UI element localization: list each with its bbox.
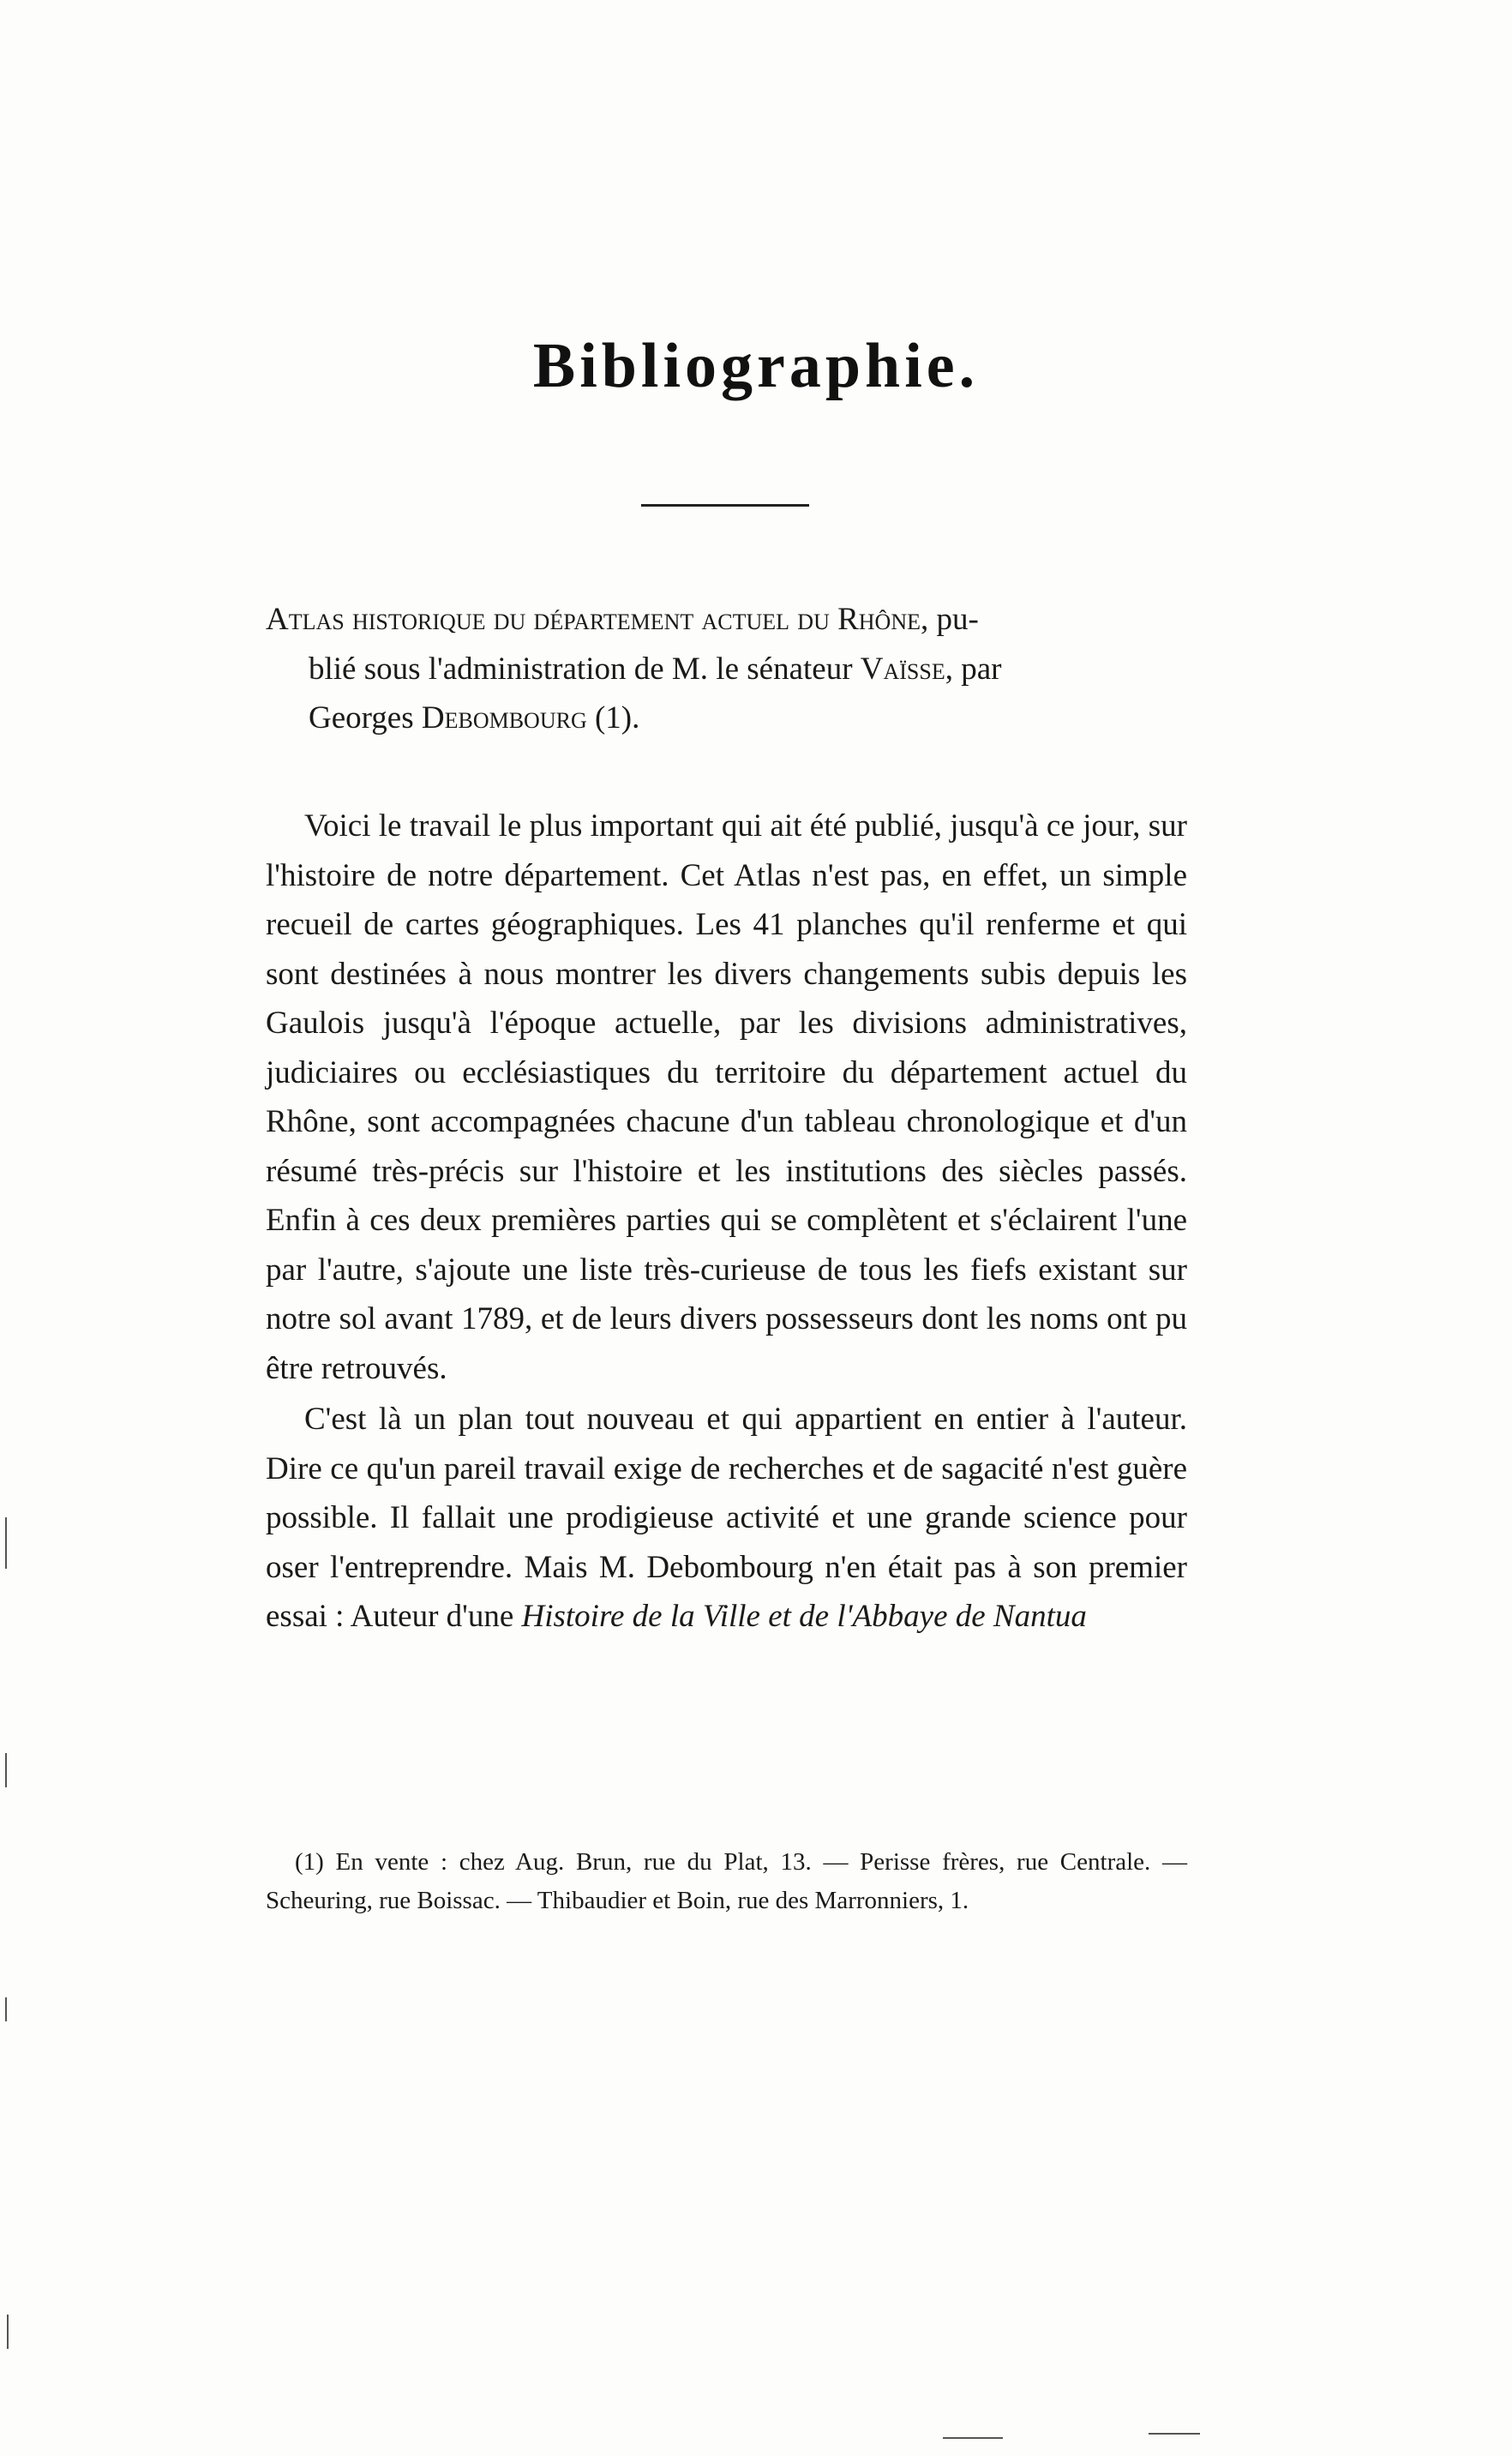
footnote [266,1843,1187,1920]
paragraph-2-text: C'est là un plan tout nouveau et qui appartient en entier à l'auteur. Dire ce qu'un pareil travail exige de recherches et de sagacité n'est guère possible. Il fallait une prodigieuse activité et une grande science pour oser l'entreprendre. Mais M. Debombourg n'en était pas à son premier essai : Auteur d'une [266,1402,1187,1634]
margin-mark [5,1517,7,1569]
entry-heading-text-2b: , par [945,651,1002,687]
entry-heading-text-2: blié sous l'administration de M. le sénateur [309,651,861,687]
entry-heading-text-3: Georges [309,700,422,736]
paragraph-1: Voici le travail le plus important qui ait été publié, jusqu'à ce jour, sur l'histoire de notre département. Cet Atlas n'est pas, en effet, un simple recueil de cartes géographiques. Les 41 planches qu'il renferme et qui sont destinées à nous montrer les divers changements subis depuis les Gaulois jusqu'à l'époque actuelle, par les divisions administratives, judiciaires ou ecclésiastiques du territoire du département actuel du Rhône, sont accompagnées chacune d'un tableau chronologique et d'un résumé très-précis sur l'histoire et les institutions des siècles passés. Enfin à ces deux premières parties qui se complètent et s'éclairent l'une par l'autre, s'ajoute une liste très-curieuse de tous les fiefs existant sur notre sol avant 1789, et de leurs divers possesseurs dont les noms ont pu être retrouvés. [266,808,1187,1386]
margin-mark [943,2437,1003,2439]
atlas-title-suffix: , pu- [920,602,979,637]
paragraph-2 [266,1395,1187,1642]
margin-mark [7,2315,9,2349]
title-divider [641,504,809,507]
author-name: Debombourg [421,700,587,736]
entry-heading-line-2 [266,645,1187,694]
review-body [266,802,1187,1642]
senator-name: Vaïsse [860,651,945,687]
bibliography-entry-heading [266,595,1187,743]
footnote-text: (1) En vente : chez Aug. Brun, rue du Plat, 13. — Perisse frères, rue Centrale. — Scheuring, rue Boissac. — Thibaudier et Boin, rue des Marronniers, 1. [266,1848,1187,1914]
entry-heading-line-3 [266,694,1187,743]
atlas-title: Atlas historique du département actuel du Rhône [266,602,921,637]
nantua-history-title: Histoire de la Ville et de l'Abbaye de Nantua [521,1599,1087,1634]
footnote-reference: (1). [586,700,640,736]
margin-mark [5,1997,7,2021]
margin-mark [5,1753,7,1787]
margin-mark [1149,2433,1200,2435]
page-title: Bibliographie. [532,331,980,401]
entry-heading-line-1 [266,595,1187,645]
